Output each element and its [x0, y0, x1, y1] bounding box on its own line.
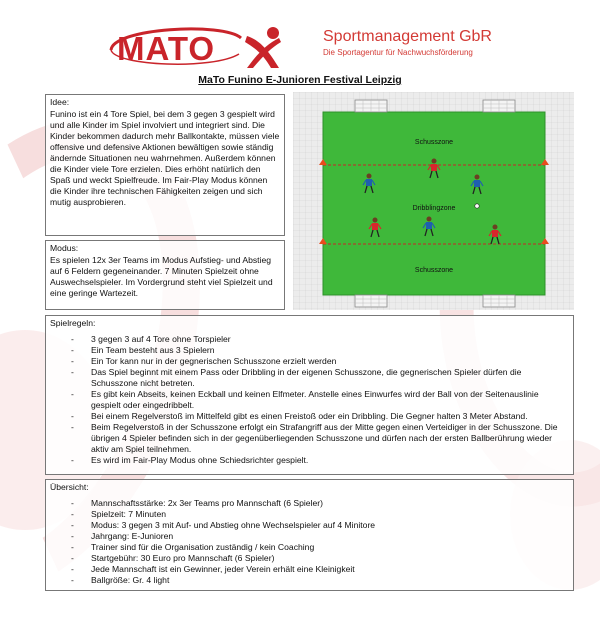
- modus-text: Es spielen 12x 3er Teams im Modus Aufstieg- und Abstieg auf 6 Feldern gegeneinander. 7 Minuten Spielzeit ohne Auswechselspieler. Im Vordergrund steht viel Spielzeit und eine geringe Wartezeit.: [50, 255, 273, 298]
- list-item: - Jahrgang: E-Junioren: [91, 531, 569, 542]
- rules-box: [45, 315, 574, 475]
- list-item: - Ein Tor kann nur in der gegnerischen Schusszone erzielt werden: [91, 356, 569, 367]
- list-item: - Modus: 3 gegen 3 mit Auf- und Abstieg ohne Wechselspieler auf 4 Minitore: [91, 520, 569, 531]
- zone-label-middle: Dribblingzone: [412, 205, 456, 212]
- zone-label-bottom: Schusszone: [414, 267, 454, 274]
- tagline: Die Sportagentur für Nachwuchsförderung: [323, 48, 473, 57]
- ball-icon: [475, 204, 479, 208]
- overview-list: [50, 498, 569, 586]
- goal-icon: [355, 295, 387, 307]
- list-item: - Beim Regelverstoß in der Schusszone erfolgt ein Strafangriff aus der Mitte gegen einen Verteidiger in der Schusszone. Die übrigen 4 Spieler befinden sich in der gegenüberliegenden Schusszone und dürfen nach der ersten Ballberührung wieder aktiv am Spiel teilnehmen.: [91, 422, 569, 455]
- list-item: - Trainer sind für die Organisation zuständig / kein Coaching: [91, 542, 569, 553]
- logo-figure-icon: [243, 26, 285, 70]
- zone-label-top: Schusszone: [414, 139, 454, 146]
- goal-icon: [483, 295, 515, 307]
- list-item: - Startgebühr: 30 Euro pro Mannschaft (6 Spieler): [91, 553, 569, 564]
- list-item: - Das Spiel beginnt mit einem Pass oder Dribbling in der eigenen Schusszone, die gegnerischen Spieler dürfen die Schusszone nicht betreten.: [91, 367, 569, 389]
- page-title: MaTo Funino E-Junioren Festival Leipzig: [198, 74, 402, 86]
- logo-text: MATO: [117, 30, 216, 67]
- rules-heading: Spielregeln:: [50, 318, 96, 328]
- company-name: Sportmanagement GbR: [323, 28, 492, 45]
- overview-heading: Übersicht:: [50, 482, 89, 492]
- list-item: - Mannschaftsstärke: 2x 3er Teams pro Mannschaft (6 Spieler): [91, 498, 569, 509]
- list-item: - Ein Team besteht aus 3 Spielern: [91, 345, 569, 356]
- overview-box: [45, 479, 574, 591]
- list-item: - Ballgröße: Gr. 4 light: [91, 575, 569, 586]
- pitch-svg: [293, 92, 574, 310]
- list-item: - Es gibt kein Abseits, keinen Eckball und keinen Elfmeter. Anstelle eines Einwurfes wird der Ball von der Seitenauslinie gespielt oder eingedribbelt.: [91, 389, 569, 411]
- list-item: - Es wird im Fair-Play Modus ohne Schiedsrichter gespielt.: [91, 455, 569, 466]
- list-item: - 3 gegen 3 auf 4 Tore ohne Torspieler: [91, 334, 569, 345]
- rules-list: [50, 334, 569, 466]
- modus-box: [45, 240, 285, 310]
- list-item: - Spielzeit: 7 Minuten: [91, 509, 569, 520]
- field-diagram: [293, 92, 574, 310]
- goal-icon: [355, 100, 387, 112]
- modus-heading: Modus:: [50, 243, 79, 253]
- idea-heading: Idee:: [50, 97, 70, 107]
- idea-box: [45, 94, 285, 236]
- list-item: - Jede Mannschaft ist ein Gewinner, jeder Verein erhält eine Kleinigkeit: [91, 564, 569, 575]
- mato-logo: [103, 20, 278, 70]
- idea-text: Funino ist ein 4 Tore Spiel, bei dem 3 gegen 3 gespielt wird und alle Kinder im Spiel involviert und integriert sind. Die Kinder bekommen dadurch mehr Ballkontakte, müssen viele offensive und defensive Aktionen bewältigen sowie ständig ändernde Situationen neu wahrnehmen. Außerdem können die Kinder viele Tore erzielen. Dies erhöht natürlich den Spaß und weckt Spielfreude. Im Fair-Play Modus können die Kinder ihre technischen Fähigkeiten zeigen und sich mutig ausprobieren.: [50, 109, 280, 207]
- list-item: - Bei einem Regelverstoß im Mittelfeld gibt es einen Freistoß oder ein Dribbling. Die Gegner halten 3 Meter Abstand.: [91, 411, 569, 422]
- header: [0, 0, 600, 70]
- goal-icon: [483, 100, 515, 112]
